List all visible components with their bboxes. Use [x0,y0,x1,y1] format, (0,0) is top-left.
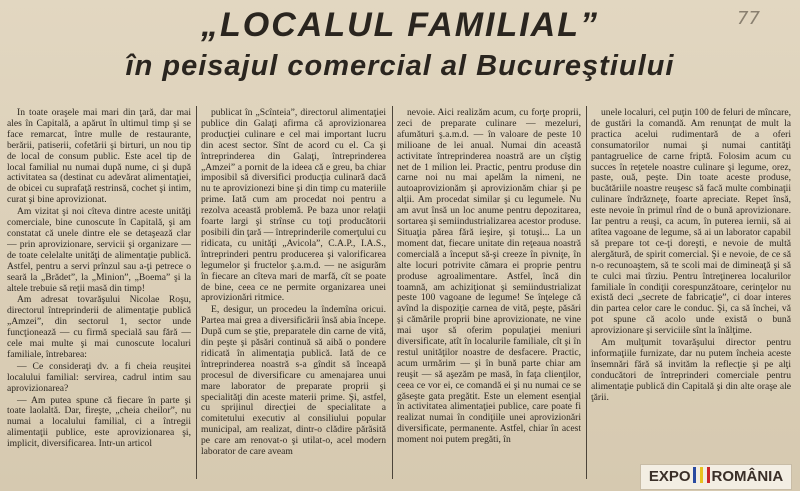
article-column-1 [7,108,191,480]
headline-title: „LOCALUL FAMILIAL” [201,6,599,44]
column-divider [586,106,587,479]
column-1-paragraph-3: Am adresat tovarăşului Nicolae Roşu, directorul întreprinderii de alimentaţie publică „Amzei”, din sectorul 1, sector unde funcţionează — cu firmă specială sau fără — cele mai multe şi mai cunoscute localuri familiale, întrebarea: [7,294,191,360]
article-column-3 [397,108,581,480]
column-1-paragraph-1: În toate oraşele mai mari din ţară, dar mai ales în Capitală, a apărut în ultimul timp şi se face remarcat, între mulle de restaurante, berării, patiserii, cofetării şi birturi, un nou tip de local de consum public. Este acel tip de local familial nu numai după nume, ci şi după activitatea sa (destinat cu adevărat alimentaţiei, de obicei cu suprafaţă restrinsă, cochet şi intim, curat şi bine aprovizionat. [7,108,191,206]
column-divider [392,106,393,479]
column-2-paragraph-1: publicat în „Scînteia”, directorul alimentaţiei publice din Galaţi afirma că aprovizionarea producţiei culinare e cel mai important lucru din acest sector. Sînt de acord cu el. Ca şi întreprinderea din Galaţi, întreprinderea „Amzei” a pornit de la ideea că e greu, ba chiar imposibil să diversifici producţia culinară dacă nu te aprovizionezi bine şi din timp cu materiile prime. Iată cum am procedat noi pentru a rezolva această problemă. Pe baza unor relaţii foarte largi şi strînse cu toţi producătorii posibili din ţară — întreprinderile comerţului cu ridicata, cu unităţi „Avicola”, C.A.P., I.A.S., întreprinderi pentru producerea şi valorificarea legumelor şi fructelor ş.a.m.d. — ne asigurăm în fiecare an cîteva mari de marfă, cît se poate de bine, ceea ce ne permite organizarea unei aprovizionări ritmice. [201,108,386,304]
watermark-text-right: ROMÂNIA [711,468,784,485]
headline-subtitle: în peisajul comercial al Bucureştiului [125,50,675,82]
column-1-paragraph-4: — Ce consideraţi dv. a fi cheia reuşitei localului familial: servirea, cadrul intim sau aprovizionarea? [7,360,191,394]
column-4-paragraph-1: unele localuri, cel puţin 100 de feluri de mîncare, de gustări la comandă. Am renunţat de mult la practica acelui rudimentară de a oferi consumatorilor numai şi numai cantităţi pantagruelice de carne friptă. Folosim acum cu succes în reţetele noastre culinare şi legume, orez, paste, ouă, peşte. Din toate aceste produse, bucătăriile noastre reuşesc să facă multe combinaţii culinare îndrăzneţe, foarte apreciate. Repet însă, este nevoie în primul rînd de o bună aprovizionare. Iar pentru a reuşi, ca acum, în puterea iernii, să ai atîtea vagoane de legume, să ai un laborator capabil să prepare tot ce-ţi doreşti, e nevoie de multă alergătură, de spirit comercial. Şi e nevoie, de ce să n-o recunoaştem, să te scoli mai de dimineaţă şi să te culci mai tîrziu. Pentru întreţinerea localurilor familiale în condiţii corespunzătoare, cerinţelor nu există deci „secrete de fabricaţie”, ci doar interes din partea celor care le conduc. Şi, ca să închei, vă pot spune că acolo unde există o bună aprovizionare şi serviciile sînt la înălţime. [591,108,791,337]
article-column-2 [201,108,386,480]
column-1-paragraph-2: Am vizitat şi noi cîteva dintre aceste unităţi comerciale, bine cunoscute în Capitală, şi am constatat că unele dintre ele se detaşează clar — prin aprovizionare, servicii şi organizare — de toate celelalte unităţi de alimentaţie publică. Astfel, pentru a servi prînzul sau a-ţi petrece o seară la „Brădet”, la „Minion”, „Boema” şi la altele trebuie să reţii masă din timp! [7,206,191,294]
article-column-4 [591,108,791,460]
flag-stripe-blue [693,467,696,483]
column-4-paragraph-2: Am mulţumit tovarăşului director pentru informaţiile furnizate, dar nu putem încheia aceste însemnări fără să invităm la reflecţie şi pe alţi conducători de întreprinderi comerciale pentru alimentaţie publică din Capitală şi din alte oraşe ale ţării. [591,337,791,403]
column-divider [196,106,197,479]
watermark-text-left: EXPO [648,468,691,485]
flag-stripe-yellow [700,467,703,483]
flag-stripe-red [707,467,710,483]
expo-romania-watermark [640,464,792,490]
column-1-paragraph-5: — Am putea spune că fiecare în parte şi toate laolaltă. Dar, fireşte, „cheia cheilor”, nu numai a localului familial, ci a întregii alimentaţii publice, este aprovizionarea şi, implicit, diversificarea. Intr-un articol [7,394,191,450]
handwritten-page-number: 77 [737,8,760,29]
column-3-paragraph-1: nevoie. Aici realizăm acum, cu forţe proprii, zeci de preparate culinare — mezeluri, afumături ş.a.m.d. — în valoare de peste 10 milioane de lei anual. Numai din această activitate întreprinderea noastră are un cîştig net de 1 milion lei. Practic, pentru produse din carne noi nu mai apelăm la nimeni, ne autoaprovizionăm şi aprovizionăm chiar şi pe alţii. Am procedat similar şi cu legumele. Nu am avut însă un loc anume pentru depozitarea, sortarea şi semiindustrializarea acestor produse. Situaţia părea fără ieşire, şi totuşi... La un moment dat, fiecare unitate din reţeaua noastră comercială a început să-şi creeze în pivniţe, în alte locuri potrivite cămara ei proprie pentru produse agroalimentare. Astfel, încă din toamnă, am achiziţionat şi semiindustrializat peste 100 vagoane de legume! Se înţelege că avînd la dispoziţie carnea de vită, peşte, păsări şi cămările proprii bine aprovizionate, ne vine mai uşor să oferim populaţiei meniuri diversificate, atît în localurile familiale, cît şi în restul unităţilor noastre de desfacere. Practic, acum urmărim — şi în bună parte chiar am reuşit — să aşezăm pe masă, în faţa clienţilor, ceea ce vor ei, ce comandă ei şi nu numai ce se găseşte gata pregătit. Este un element esenţial în activitatea alimentaţiei publice, care poate fi realizat numai în condiţiile unei aprovizionări diversificate, permanente. Astfel, chiar în acest moment noi putem pregăti, în [397,108,581,446]
column-2-paragraph-2: E, desigur, un procedeu la îndemîna oricui. Partea mai grea a diversificării însă abia începe. După cum se ştie, preparatele din carne de vită, din peşte şi păsări continuă să aibă o pondere ridicată în alimentaţia publică. Iată de ce întreprinderea noastră s-a gîndit să înceapă procesul de diversificare cu amenajarea unui mare laborator de preparate proprii şi specialităţi din aceste materii prime. Şi, astfel, cu sprijinul direcţiei de specialitate a comitetului executiv al consiliului popular municipal, am realizat, dintr-o clădire părăsită pe care am renovat-o şi utilat-o, acel modern laborator de care aveam [201,304,386,458]
